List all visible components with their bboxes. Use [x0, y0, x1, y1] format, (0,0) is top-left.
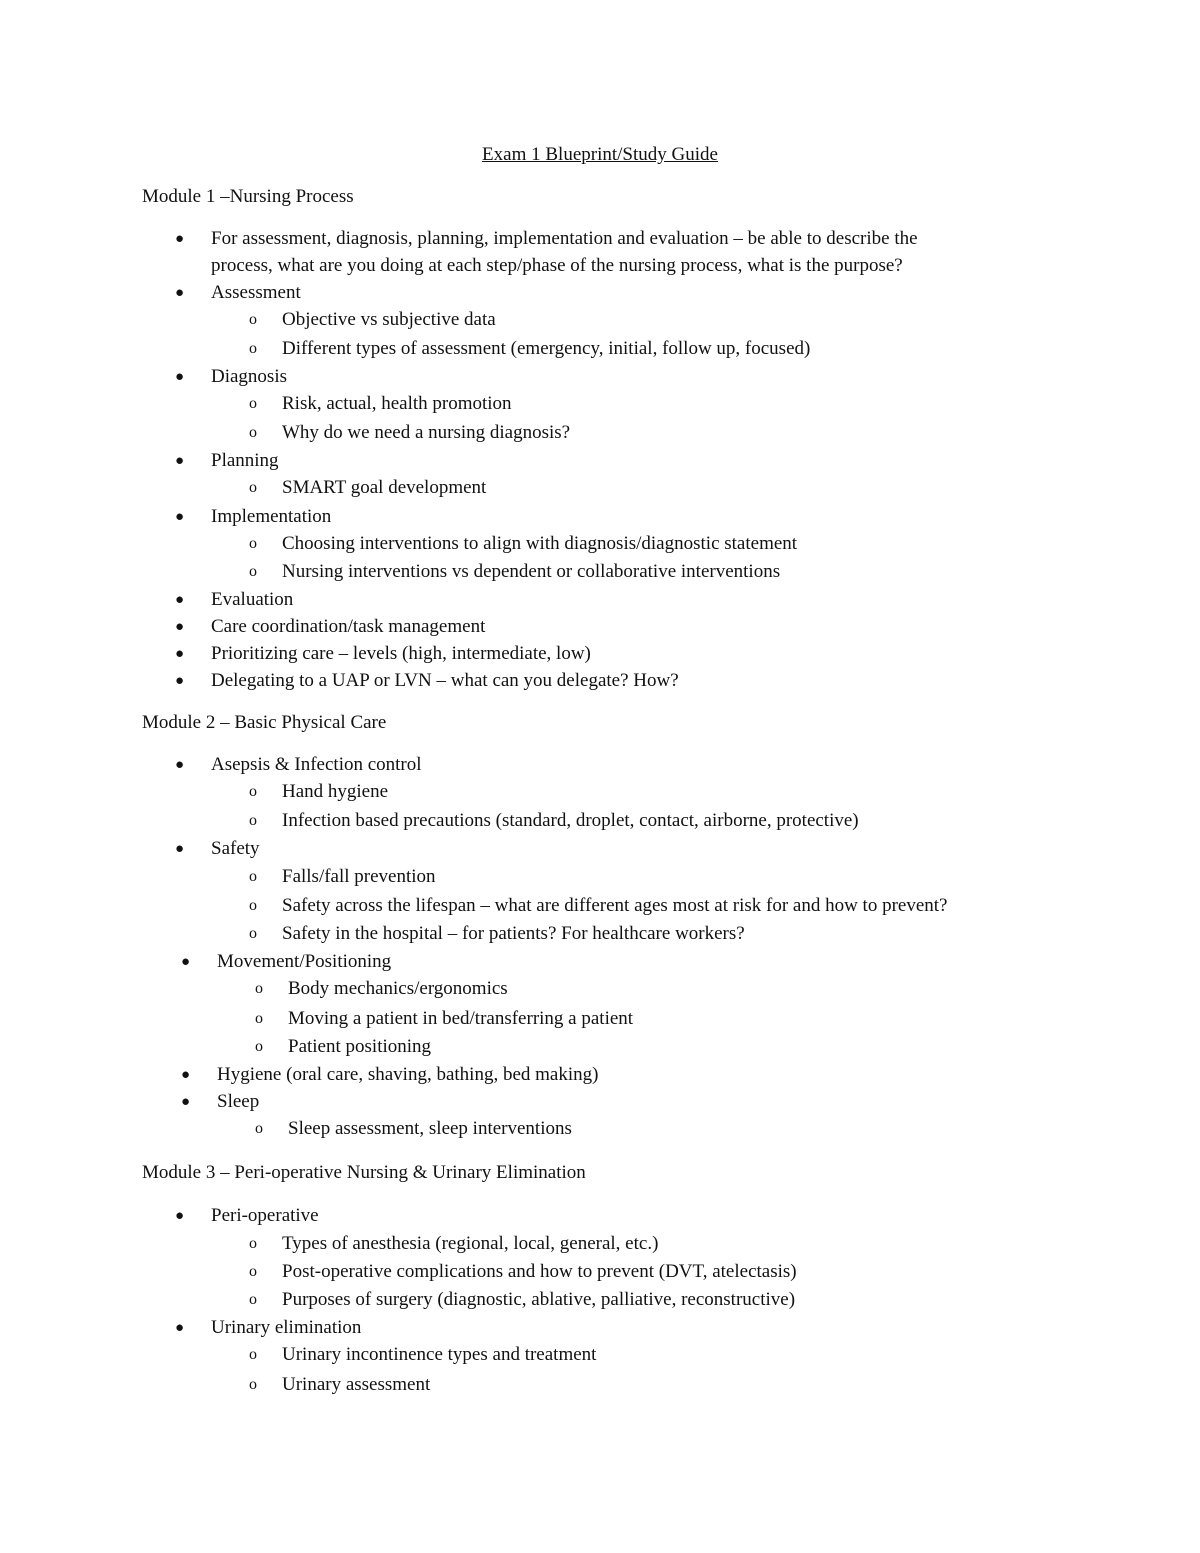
m3-item-peri-operative: Peri-operative	[211, 1205, 319, 1226]
m1-item-evaluation: Evaluation	[211, 589, 294, 610]
m2-sub-safety-hospital: Safety in the hospital – for patients? For healthcare workers?	[282, 923, 745, 944]
m1-item-prioritizing: Prioritizing care – levels (high, intermediate, low)	[211, 643, 591, 664]
bullet-marker: ●	[175, 757, 185, 773]
sub-bullet-marker: o	[249, 1346, 257, 1363]
m1-item-planning: Planning	[211, 450, 279, 471]
sub-bullet-marker: o	[249, 1291, 257, 1308]
m2-item-sleep: Sleep	[217, 1091, 260, 1112]
sub-bullet-marker: o	[249, 311, 257, 328]
sub-bullet-marker: o	[249, 868, 257, 885]
bullet-marker: ●	[181, 1094, 191, 1110]
sub-bullet-marker: o	[249, 1263, 257, 1280]
module-3-heading: Module 3 – Peri-operative Nursing & Urinary Elimination	[142, 1162, 586, 1183]
m1-item-nursing-process-phases: For assessment, diagnosis, planning, implementation and evaluation – be able to describe the	[211, 228, 918, 249]
m1-sub-smart-goal: SMART goal development	[282, 477, 487, 498]
sub-bullet-marker: o	[249, 479, 257, 496]
m1-item-diagnosis: Diagnosis	[211, 366, 287, 387]
sub-bullet-marker: o	[249, 925, 257, 942]
m3-sub-purposes-surgery: Purposes of surgery (diagnostic, ablative, palliative, reconstructive)	[282, 1289, 796, 1310]
bullet-marker: ●	[175, 841, 185, 857]
m2-sub-hand-hygiene: Hand hygiene	[282, 781, 389, 802]
bullet-marker: ●	[175, 231, 185, 247]
m1-sub-nursing-interventions: Nursing interventions vs dependent or collaborative interventions	[282, 561, 781, 582]
bullet-marker: ●	[175, 453, 185, 469]
sub-bullet-marker: o	[249, 563, 257, 580]
bullet-marker: ●	[175, 369, 185, 385]
bullet-marker: ●	[175, 285, 185, 301]
m2-sub-safety-lifespan: Safety across the lifespan – what are different ages most at risk for and how to prevent?	[282, 895, 948, 916]
m2-item-movement: Movement/Positioning	[217, 951, 392, 972]
m1-sub-objective-subjective: Objective vs subjective data	[282, 309, 496, 330]
bullet-marker: ●	[175, 646, 185, 662]
sub-bullet-marker: o	[249, 424, 257, 441]
sub-bullet-marker: o	[255, 980, 263, 997]
bullet-marker: ●	[175, 509, 185, 525]
m1-sub-assessment-types: Different types of assessment (emergency, initial, follow up, focused)	[282, 338, 811, 359]
sub-bullet-marker: o	[255, 1010, 263, 1027]
bullet-marker: ●	[175, 673, 185, 689]
m3-sub-anesthesia: Types of anesthesia (regional, local, general, etc.)	[282, 1233, 659, 1254]
bullet-marker: ●	[175, 619, 185, 635]
bullet-marker: ●	[181, 954, 191, 970]
bullet-marker: ●	[175, 1208, 185, 1224]
bullet-marker: ●	[175, 592, 185, 608]
m2-item-hygiene: Hygiene (oral care, shaving, bathing, bed making)	[217, 1064, 599, 1085]
m1-item-delegating: Delegating to a UAP or LVN – what can you delegate? How?	[211, 670, 679, 691]
m2-sub-body-mechanics: Body mechanics/ergonomics	[288, 978, 508, 999]
sub-bullet-marker: o	[249, 897, 257, 914]
m1-item-assessment: Assessment	[211, 282, 301, 303]
bullet-marker: ●	[175, 1320, 185, 1336]
m1-sub-risk-actual: Risk, actual, health promotion	[282, 393, 512, 414]
sub-bullet-marker: o	[249, 1376, 257, 1393]
sub-bullet-marker: o	[255, 1038, 263, 1055]
m2-sub-patient-positioning: Patient positioning	[288, 1036, 432, 1057]
page-title: Exam 1 Blueprint/Study Guide	[482, 144, 718, 165]
sub-bullet-marker: o	[249, 340, 257, 357]
m1-item-care-coordination: Care coordination/task management	[211, 616, 486, 637]
m3-sub-incontinence: Urinary incontinence types and treatment	[282, 1344, 597, 1365]
m2-sub-precautions: Infection based precautions (standard, droplet, contact, airborne, protective)	[282, 810, 859, 831]
sub-bullet-marker: o	[249, 1235, 257, 1252]
m2-item-asepsis: Asepsis & Infection control	[211, 754, 422, 775]
module-2-heading: Module 2 – Basic Physical Care	[142, 712, 387, 733]
m2-sub-falls: Falls/fall prevention	[282, 866, 436, 887]
bullet-marker: ●	[181, 1067, 191, 1083]
m2-sub-moving-patient: Moving a patient in bed/transferring a patient	[288, 1008, 634, 1029]
m1-item-implementation: Implementation	[211, 506, 332, 527]
sub-bullet-marker: o	[249, 783, 257, 800]
sub-bullet-marker: o	[255, 1120, 263, 1137]
m1-sub-why-diagnosis: Why do we need a nursing diagnosis?	[282, 422, 571, 443]
module-1-heading: Module 1 –Nursing Process	[142, 186, 354, 207]
m3-sub-urinary-assessment: Urinary assessment	[282, 1374, 431, 1395]
m2-item-safety: Safety	[211, 838, 260, 859]
m2-sub-sleep-assessment: Sleep assessment, sleep interventions	[288, 1118, 572, 1139]
sub-bullet-marker: o	[249, 535, 257, 552]
sub-bullet-marker: o	[249, 395, 257, 412]
m3-item-urinary: Urinary elimination	[211, 1317, 362, 1338]
m1-sub-choosing-interventions: Choosing interventions to align with diagnosis/diagnostic statement	[282, 533, 798, 554]
sub-bullet-marker: o	[249, 812, 257, 829]
m3-sub-post-op-complications: Post-operative complications and how to prevent (DVT, atelectasis)	[282, 1261, 797, 1282]
m1-item-nursing-process-phases-cont: process, what are you doing at each step/phase of the nursing process, what is the purpose?	[211, 255, 903, 276]
